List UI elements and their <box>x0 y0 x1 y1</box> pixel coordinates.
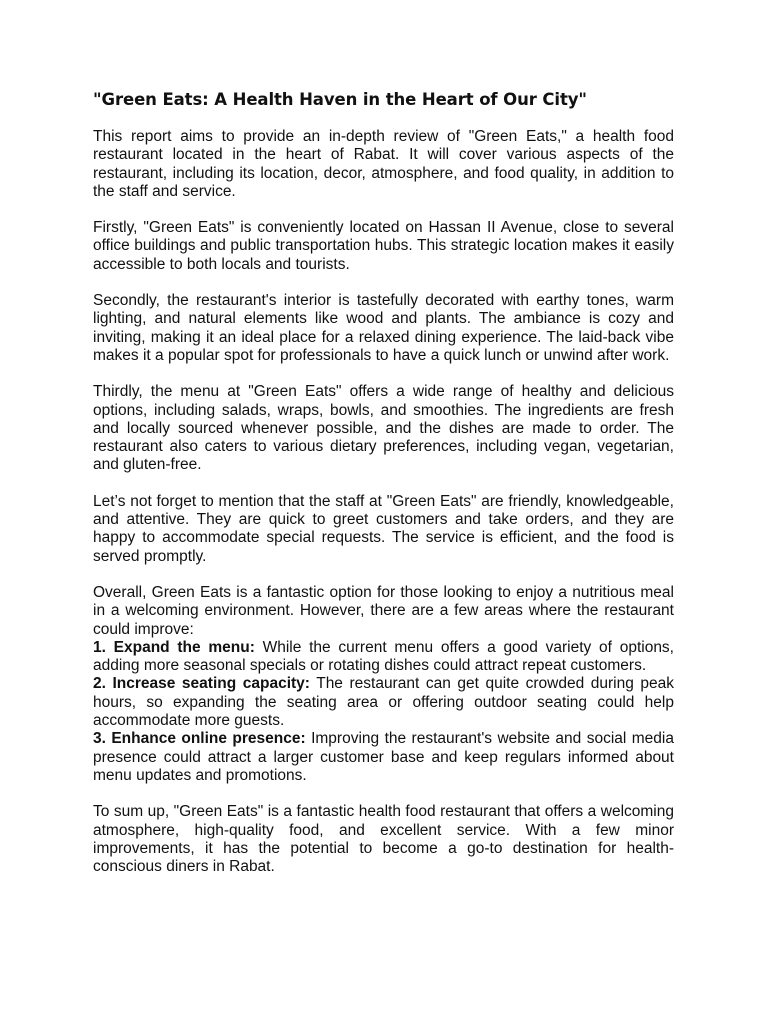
paragraph-menu: Thirdly, the menu at "Green Eats" offers a wide range of healthy and delicious options, including salads, wraps, bowls, and smoothies. The ingredients are fresh and locally sourced whenever possible, and the dishes are made to order. The restaurant also caters to various dietary preferences, including vegan, vegetarian, and gluten-free. <box>93 383 674 474</box>
paragraph-intro: This report aims to provide an in-depth review of "Green Eats," a health food restaurant located in the heart of Rabat. It will cover various aspects of the restaurant, including its location, decor, atmosphere, and food quality, in addition to the staff and service. <box>93 128 674 200</box>
paragraph-location: Firstly, "Green Eats" is conveniently located on Hassan II Avenue, close to several office buildings and public transportation hubs. This strategic location makes it easily accessible to both locals and tourists. <box>93 219 674 273</box>
improvements-intro: Overall, Green Eats is a fantastic option for those looking to enjoy a nutritious meal in a welcoming environment. However, there are a few areas where the restaurant could improve: <box>93 583 674 638</box>
improvement-item <box>93 675 674 730</box>
improvement-item <box>93 639 674 676</box>
improvement-heading: 1. Expand the menu: <box>93 638 255 656</box>
spacer <box>93 785 674 803</box>
improvement-text: Improving the restaurant's website and social media presence could attract a larger customer base and keep regulars informed about menu updates and promotions. <box>93 730 674 784</box>
improvements-section <box>93 584 674 785</box>
improvement-heading: 3. Enhance online presence: <box>93 730 306 748</box>
document-title: "Green Eats: A Health Haven in the Heart of Our City" <box>93 90 587 109</box>
paragraph-conclusion: To sum up, "Green Eats" is a fantastic health food restaurant that offers a welcoming atmosphere, high-quality food, and excellent service. With a few minor improvements, it has the potential to become a go-to destination for health-conscious diners in Rabat. <box>93 803 674 876</box>
improvement-item <box>93 730 674 785</box>
improvement-text: While the current menu offers a good variety of options, adding more seasonal specials or rotating dishes could attract repeat customers. <box>93 638 674 675</box>
improvement-heading: 2. Increase seating capacity: <box>93 675 310 693</box>
paragraph-staff: Let’s not forget to mention that the staff at "Green Eats" are friendly, knowledgeable, and attentive. They are quick to greet customers and take orders, and they are happy to accommodate special requests. The service is efficient, and the food is served promptly. <box>93 492 674 565</box>
paragraph-interior: Secondly, the restaurant's interior is tastefully decorated with earthy tones, warm lighting, and natural elements like wood and plants. The ambiance is cozy and inviting, making it an ideal place for a relaxed dining experience. The laid-back vibe makes it a popular spot for professionals to have a quick lunch or unwind after work. <box>93 292 674 364</box>
improvement-text: The restaurant can get quite crowded during peak hours, so expanding the seating area or offering outdoor seating could help accommodate more guests. <box>93 675 674 730</box>
document-page <box>93 88 674 894</box>
